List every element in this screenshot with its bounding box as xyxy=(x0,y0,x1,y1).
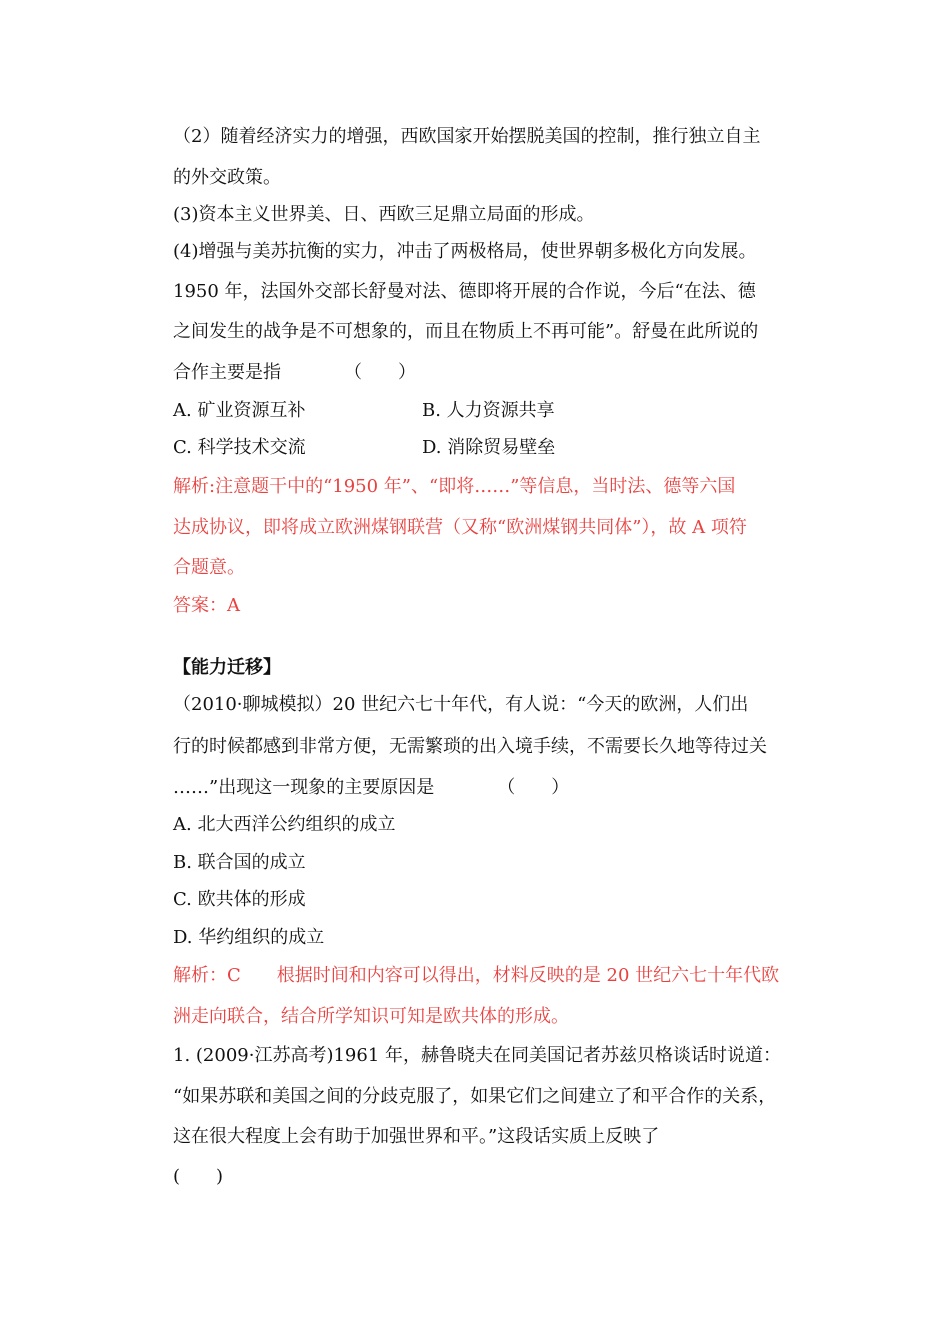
text-line: （2）随着经济实力的增强，西欧国家开始摆脱美国的控制，推行独立自主 xyxy=(173,126,761,147)
option-b: B. 联合国的成立 xyxy=(173,852,306,873)
question-stem: “如果苏联和美国之间的分歧克服了，如果它们之间建立了和平合作的关系， xyxy=(173,1086,777,1107)
analysis-text: 达成协议，即将成立欧洲煤钢联营（又称“欧洲煤钢共同体”），故 A 项符 xyxy=(173,517,747,538)
question-stem: 行的时候都感到非常方便，无需繁琐的出入境手续，不需要长久地等待过关 xyxy=(173,736,767,757)
question-stem: 之间发生的战争是不可想象的，而且在物质上不再可能”。舒曼在此所说的 xyxy=(173,321,759,342)
question-stem: （2010·聊城模拟）20 世纪六七十年代，有人说：“今天的欧洲，人们出 xyxy=(173,694,749,715)
section-heading: 【能力迁移】 xyxy=(173,657,281,678)
analysis-text: 洲走向联合，结合所学知识可知是欧共体的形成。 xyxy=(173,1006,569,1027)
text-line: (3)资本主义世界美、日、西欧三足鼎立局面的形成。 xyxy=(173,204,595,225)
question-stem: ……”出现这一现象的主要原因是 （ ） xyxy=(173,777,570,798)
analysis-text: 解析:注意题干中的“1950 年”、“即将……”等信息，当时法、德等六国 xyxy=(173,476,736,497)
text-line: (4)增强与美苏抗衡的实力，冲击了两极格局，使世界朝多极化方向发展。 xyxy=(173,241,757,262)
option-d: D. 消除贸易壁垒 xyxy=(422,437,556,458)
option-a: A. 矿业资源互补 xyxy=(173,400,306,421)
question-stem: 1950 年，法国外交部长舒曼对法、德即将开展的合作说，今后“在法、德 xyxy=(173,281,756,302)
question-stem: 1. (2009·江苏高考)1961 年，赫鲁晓夫在同美国记者苏兹贝格谈话时说道： xyxy=(173,1045,781,1066)
analysis-text: 合题意。 xyxy=(173,557,245,578)
option-c: C. 科学技术交流 xyxy=(173,437,306,458)
analysis-text: 解析：C 根据时间和内容可以得出，材料反映的是 20 世纪六七十年代欧 xyxy=(173,965,780,986)
answer-text: 答案：A xyxy=(173,595,240,616)
question-stem: 这在很大程度上会有助于加强世界和平。”这段话实质上反映了 xyxy=(173,1126,660,1147)
text-line: 的外交政策。 xyxy=(173,167,281,188)
option-d: D. 华约组织的成立 xyxy=(173,927,325,948)
option-b: B. 人力资源共享 xyxy=(422,400,555,421)
option-a: A. 北大西洋公约组织的成立 xyxy=(173,814,396,835)
answer-blank: ( ) xyxy=(173,1166,224,1187)
question-stem: 合作主要是指 （ ） xyxy=(173,362,416,383)
option-c: C. 欧共体的形成 xyxy=(173,889,306,910)
